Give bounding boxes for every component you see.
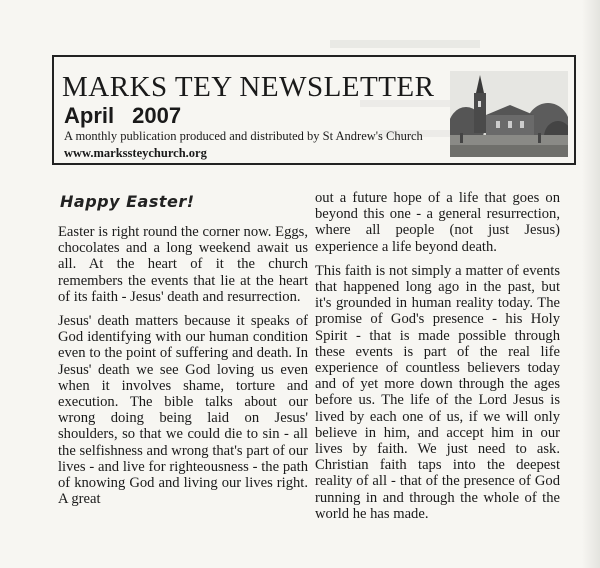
church-website: www.markssteychurch.org <box>64 146 207 160</box>
article-column-right <box>315 190 560 530</box>
article-paragraph: out a future hope of a life that goes on beyond this one - a general resurrection, where all people (not just Jesus) experience a life beyond death. <box>315 190 560 255</box>
article-paragraph: Jesus' death matters because it speaks of God identifying with our human condition even to the point of suffering and death. In Jesus' death we see God loving us even when it involves shame, torture and execution. The bible talks about our wrong doing being laid on Jesus' shoulders, so that we could die to sin - all the selfishness and wrong that's part of our lives - and live for righteousness - the path of knowing God and living our lives right. A great <box>58 313 308 508</box>
article-paragraph: This faith is not simply a matter of events that happened long ago in the past, but it's grounded in human reality today. The promise of God's presence - his Holy Spirit - that is made possible through these events is part of the real life experience of countless believers today and of yet more down through the ages before us. The life of the Lord Jesus is lived by each one of us, if we will only believe in him, and accept him in our lives by faith. We just need to ask. Christian faith taps into the deepest reality of all - that of the presence of God running in and through the whole of the world he has made. <box>315 262 560 522</box>
article-paragraph: Easter is right round the corner now. Eggs, chocolates and a long weekend await us all. At the heart of it the church remembers the events that lie at the heart of its faith - Jesus' death and resurrection. <box>58 224 308 305</box>
issue-year: 2007 <box>132 103 182 128</box>
article-heading: Happy Easter! <box>60 192 195 211</box>
article-column-left <box>58 224 308 515</box>
scan-edge-shadow <box>582 0 600 568</box>
newsletter-masthead <box>52 55 576 165</box>
newsletter-title: MARKS TEY NEWSLETTER <box>62 71 435 103</box>
publication-subtitle: A monthly publication produced and distributed by St Andrew's Church <box>64 129 423 143</box>
church-photo <box>450 71 568 157</box>
issue-date <box>64 103 181 129</box>
bleed-through-1 <box>330 40 480 48</box>
issue-month: April <box>64 103 115 128</box>
